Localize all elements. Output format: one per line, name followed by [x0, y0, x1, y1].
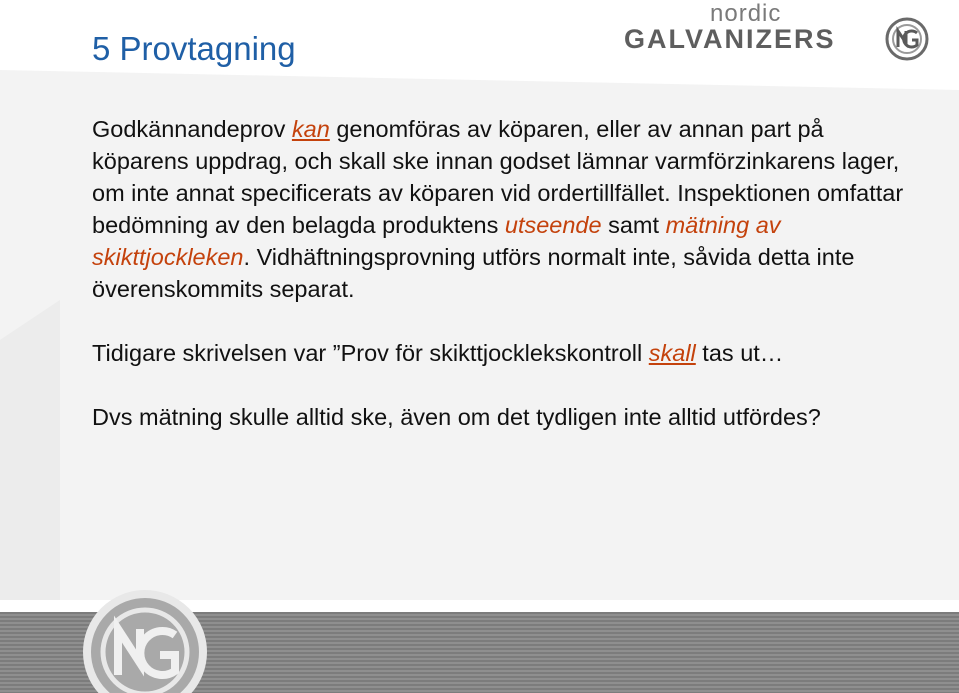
text-segment: samt — [601, 212, 666, 238]
text-segment: Godkännandeprov — [92, 116, 292, 142]
text-segment: Vidhäftningsprovning utförs normalt inte, såvida detta inte överenskommits separat. — [92, 244, 855, 302]
ng-watermark-icon — [80, 587, 210, 693]
logo-nordic-text: nordic — [710, 0, 782, 27]
text-segment: Inspektionen omfattar bedömning av den belagda produktens — [92, 180, 904, 238]
text-segment: tas ut… — [695, 340, 784, 366]
highlight-matning: mätning av skikttjockleken — [92, 212, 781, 270]
paragraph-tidigare-skrivelsen — [92, 337, 912, 369]
slide-body — [92, 113, 912, 433]
spacer — [92, 305, 912, 337]
page-title: 5 Provtagning — [92, 30, 296, 67]
paragraph-godkannandeprov — [92, 113, 912, 305]
text-segment: . — [243, 244, 251, 270]
highlight-kan: kan — [291, 116, 330, 142]
paragraph-dvs-matning: Dvs mätning skulle alltid ske, även om det tydligen inte alltid utfördes? — [92, 404, 821, 430]
text-segment: genomföras av köparen, eller av annan part på köparens uppdrag, och skall ske innan godset lämnar varmförzinkarens lager, om inte annat specificerats av köparen vid ordertillfället. — [92, 116, 900, 206]
highlight-skall: skall — [648, 340, 696, 366]
spacer — [92, 369, 912, 401]
ng-badge-icon — [885, 17, 929, 61]
logo-galvanizers-text: GALVANIZERS — [624, 24, 836, 54]
text-segment: Tidigare skrivelsen var ”Prov för skikttjocklekskontroll — [92, 340, 649, 366]
company-logo — [622, 0, 942, 60]
highlight-utseende: utseende — [504, 212, 602, 238]
